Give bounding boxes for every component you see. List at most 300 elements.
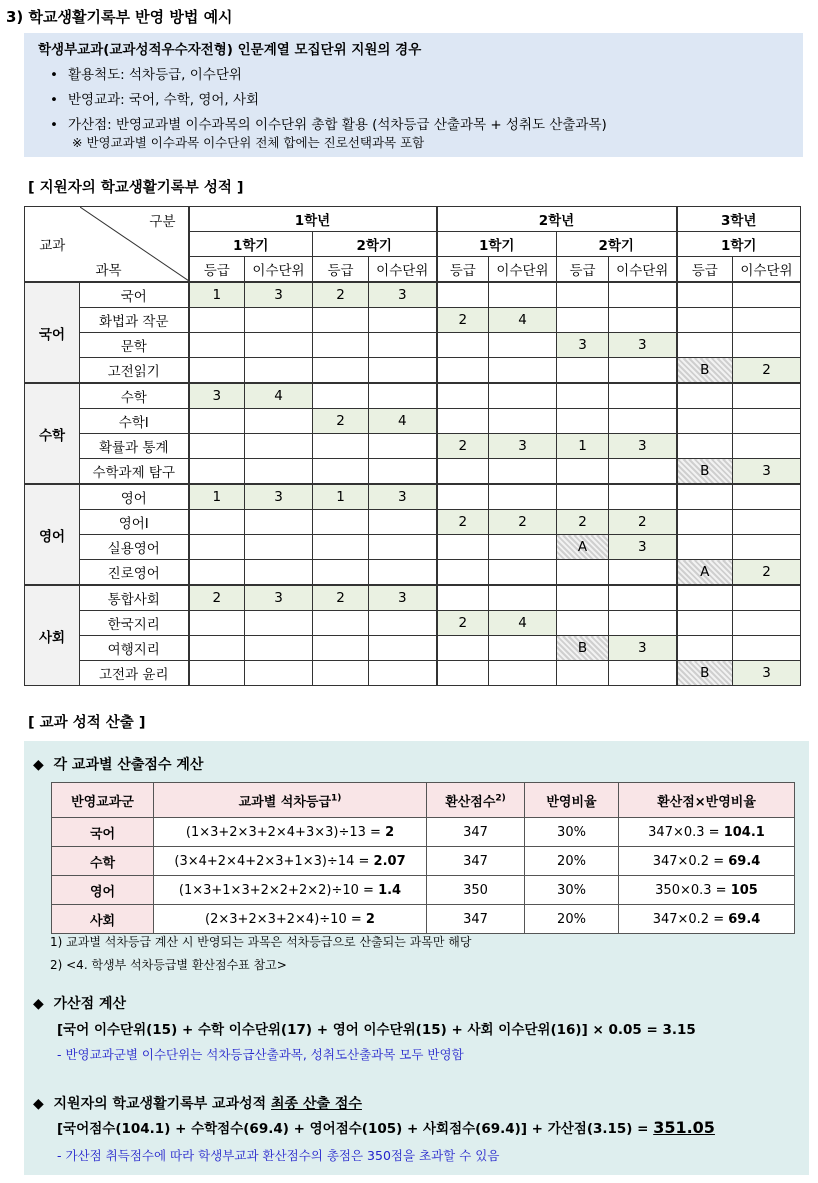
grade-cell — [677, 383, 733, 409]
calc-ratio: 30% — [525, 876, 619, 905]
intro-note: ※ 반영교과별 이수과목 이수단위 전체 합에는 진로선택과목 포함 — [72, 135, 425, 150]
grade-cell — [369, 560, 437, 586]
calc-product-cell — [619, 847, 795, 876]
footnote-marker: 2) — [495, 793, 506, 804]
final-score: 351.05 — [653, 1118, 715, 1137]
calc-product: 104.1 — [723, 824, 765, 840]
grade-cell — [369, 535, 437, 560]
calc-header-text: 환산점수 — [445, 794, 496, 810]
grade-cell: B — [677, 358, 733, 384]
calc-formula-cell — [154, 876, 427, 905]
step2-formula: [국어 이수단위(15) + 수학 이수단위(17) + 영어 이수단위(15) + 사회 이수단위(16)] × 0.05 = 3.15 — [57, 1022, 696, 1038]
year-header: 3학년 — [677, 207, 801, 232]
grade-cell — [609, 611, 677, 636]
table-row — [25, 535, 801, 560]
header-gwamok: 과목 — [95, 263, 122, 279]
grade-cell — [733, 535, 801, 560]
grade-cell — [557, 661, 609, 686]
bullet-icon: • — [50, 117, 58, 133]
subject-cell: 화법과 작문 — [80, 308, 189, 333]
subject-cell: 수학 — [80, 383, 189, 409]
grade-cell: 2 — [733, 560, 801, 586]
grade-cell — [437, 484, 489, 510]
subject-cell: 영어 — [80, 484, 189, 510]
grade-cell: 2 — [313, 585, 369, 611]
grade-cell — [609, 358, 677, 384]
semester-header: 2학기 — [557, 232, 677, 257]
grade-cell — [437, 282, 489, 308]
table-row — [25, 358, 801, 384]
grade-cell — [489, 585, 557, 611]
grade-cell — [733, 510, 801, 535]
grade-cell: 2 — [437, 510, 489, 535]
grade-cell — [557, 560, 609, 586]
step3-formula — [57, 1117, 715, 1137]
grade-cell: 3 — [557, 333, 609, 358]
grade-cell — [189, 333, 245, 358]
diamond-icon: ◆ — [33, 1096, 44, 1112]
bullet-text: 활용척도: 석차등급, 이수단위 — [68, 67, 242, 83]
bullet-text: 가산점: 반영교과별 이수과목의 이수단위 총합 활용 (석차등급 산출과목 + 성취도 산출과목) — [68, 117, 607, 133]
step2-note: - 반영교과군별 이수단위는 석차등급산출과목, 성취도산출과목 모두 반영함 — [57, 1047, 464, 1062]
table-row — [25, 333, 801, 358]
grade-cell — [189, 560, 245, 586]
calc-formula-cell — [154, 905, 427, 934]
grade-cell: 2 — [189, 585, 245, 611]
grade-cell — [189, 510, 245, 535]
grade-cell — [245, 611, 313, 636]
grade-cell — [557, 611, 609, 636]
grade-cell — [437, 661, 489, 686]
grade-cell — [733, 383, 801, 409]
grade-cell — [677, 409, 733, 434]
grade-cell — [313, 510, 369, 535]
grade-cell — [677, 510, 733, 535]
footnote-2: 2) <4. 학생부 석차등급별 환산점수표 참고> — [50, 958, 287, 972]
grade-cell — [557, 383, 609, 409]
grade-cell — [733, 308, 801, 333]
grade-cell: 3 — [489, 434, 557, 459]
calc-formula: (1×3+1×3+2×2+2×2)÷10 = — [178, 882, 374, 898]
step3-note: - 가산점 취득점수에 따라 학생부교과 환산점수의 총점은 350점을 초과할 수 있음 — [57, 1148, 500, 1163]
calc-average: 2 — [385, 824, 395, 840]
grade-cell: 2 — [557, 510, 609, 535]
calc-formula-cell — [154, 847, 427, 876]
grade-cell — [489, 535, 557, 560]
header-row — [25, 207, 801, 232]
grade-cell — [437, 383, 489, 409]
grade-cell — [437, 333, 489, 358]
grade-cell — [313, 383, 369, 409]
grade-cell — [609, 409, 677, 434]
grade-cell — [733, 636, 801, 661]
grade-cell — [189, 358, 245, 384]
grade-cell — [437, 560, 489, 586]
table-row — [25, 459, 801, 485]
col-unit-header: 이수단위 — [245, 257, 313, 283]
section-title: 3) 학교생활기록부 반영 방법 예시 — [6, 8, 233, 26]
grade-cell: 2 — [489, 510, 557, 535]
subject-cell: 국어 — [80, 282, 189, 308]
grade-cell: 2 — [609, 510, 677, 535]
table-row — [25, 585, 801, 611]
grade-cell — [313, 560, 369, 586]
grade-cell — [313, 459, 369, 485]
step2-title: 가산점 계산 — [53, 996, 127, 1012]
grade-cell — [677, 434, 733, 459]
grade-cell — [369, 333, 437, 358]
calc-header-text: 교과별 석차등급 — [238, 794, 332, 810]
semester-header: 1학기 — [677, 232, 801, 257]
calc-header-text: 환산점×반영비율 — [657, 794, 756, 810]
col-unit-header: 이수단위 — [733, 257, 801, 283]
grade-cell: 3 — [369, 585, 437, 611]
step1-title: 각 교과별 산출점수 계산 — [53, 757, 204, 773]
calc-header — [525, 783, 619, 818]
intro-bullet — [50, 88, 259, 108]
grade-cell — [677, 282, 733, 308]
grade-cell — [437, 535, 489, 560]
grade-cell — [189, 661, 245, 686]
calc-score: 347 — [427, 818, 525, 847]
step1-heading — [33, 754, 203, 774]
grade-cell — [245, 535, 313, 560]
calc-header-row — [52, 783, 795, 818]
subject-cell: 고전과 윤리 — [80, 661, 189, 686]
grade-cell: 1 — [189, 484, 245, 510]
grade-cell — [313, 611, 369, 636]
intro-heading: 학생부교과(교과성적우수자전형) 인문계열 모집단위 지원의 경우 — [38, 42, 422, 58]
calc-table — [51, 782, 795, 934]
grade-cell — [313, 661, 369, 686]
step2-heading — [33, 993, 126, 1013]
grade-cell — [245, 333, 313, 358]
grade-cell — [609, 484, 677, 510]
grade-cell — [489, 409, 557, 434]
grade-cell — [489, 661, 557, 686]
grade-cell — [733, 611, 801, 636]
grade-cell — [733, 333, 801, 358]
grade-cell — [677, 484, 733, 510]
table-row — [25, 282, 801, 308]
calc-formula: (2×3+2×3+2×4)÷10 = — [205, 911, 362, 927]
category-cell: 영어 — [25, 484, 80, 585]
calc-average: 2 — [365, 911, 375, 927]
calc-score: 350 — [427, 876, 525, 905]
calc-ratio: 20% — [525, 905, 619, 934]
grade-cell — [489, 636, 557, 661]
grade-cell — [733, 585, 801, 611]
grade-cell — [369, 611, 437, 636]
grade-cell: 1 — [189, 282, 245, 308]
grade-cell — [489, 282, 557, 308]
grade-cell: 4 — [245, 383, 313, 409]
grade-cell — [245, 510, 313, 535]
grade-cell — [369, 383, 437, 409]
grade-cell: 3 — [369, 484, 437, 510]
grade-cell — [677, 333, 733, 358]
table-row — [25, 636, 801, 661]
calc-formula-cell — [154, 818, 427, 847]
grade-cell — [369, 636, 437, 661]
grade-cell — [245, 636, 313, 661]
grade-cell — [369, 434, 437, 459]
grade-cell — [313, 434, 369, 459]
grade-cell: 1 — [313, 484, 369, 510]
grade-cell — [489, 484, 557, 510]
col-grade-header: 등급 — [557, 257, 609, 283]
grade-cell — [557, 484, 609, 510]
grade-cell: 3 — [245, 585, 313, 611]
calc-title: [ 교과 성적 산출 ] — [28, 715, 146, 731]
calc-header — [52, 783, 154, 818]
grade-cell — [733, 409, 801, 434]
calc-subject: 영어 — [52, 876, 154, 905]
header-gyogwa: 교과 — [25, 207, 80, 283]
grade-cell: 1 — [557, 434, 609, 459]
intro-bullet — [50, 113, 607, 133]
header-diagonal — [80, 207, 189, 283]
calc-product-expr: 350×0.3 = — [655, 882, 727, 898]
grade-cell — [189, 535, 245, 560]
subject-cell: 통합사회 — [80, 585, 189, 611]
grade-cell: B — [677, 661, 733, 686]
grade-cell — [489, 333, 557, 358]
grade-cell — [189, 409, 245, 434]
grade-cell — [313, 535, 369, 560]
grade-cell — [437, 585, 489, 611]
subject-cell: 수학과제 탐구 — [80, 459, 189, 485]
table-row — [25, 510, 801, 535]
grade-cell — [557, 308, 609, 333]
table-row — [25, 383, 801, 409]
grade-cell — [677, 585, 733, 611]
calc-average: 1.4 — [378, 882, 402, 898]
semester-header: 1학기 — [189, 232, 313, 257]
category-cell: 사회 — [25, 585, 80, 686]
calc-header-text: 반영비율 — [546, 794, 597, 810]
grade-cell — [437, 636, 489, 661]
grade-cell: 2 — [733, 358, 801, 384]
calc-header-text: 반영교과군 — [71, 794, 134, 810]
grade-cell — [189, 611, 245, 636]
grades-table — [24, 206, 801, 686]
grades-title: [ 지원자의 학교생활기록부 성적 ] — [28, 180, 244, 196]
grade-cell — [489, 459, 557, 485]
year-header: 2학년 — [437, 207, 677, 232]
category-cell: 국어 — [25, 282, 80, 383]
grade-cell — [313, 358, 369, 384]
table-row — [25, 409, 801, 434]
grade-cell: 3 — [609, 333, 677, 358]
subject-cell: 한국지리 — [80, 611, 189, 636]
table-row — [25, 434, 801, 459]
grade-cell: A — [677, 560, 733, 586]
calc-header — [154, 783, 427, 818]
grade-cell — [609, 383, 677, 409]
calc-row — [52, 876, 795, 905]
grade-cell: 3 — [245, 282, 313, 308]
subject-cell: 영어Ⅰ — [80, 510, 189, 535]
grade-cell — [245, 560, 313, 586]
grade-cell — [369, 358, 437, 384]
grade-cell — [557, 585, 609, 611]
step3-title: 지원자의 학교생활기록부 교과성적 — [53, 1096, 272, 1112]
grade-cell — [609, 661, 677, 686]
grade-cell — [557, 358, 609, 384]
grade-cell — [677, 636, 733, 661]
grade-cell — [609, 459, 677, 485]
calc-formula: (1×3+2×3+2×4+3×3)÷13 = — [185, 824, 381, 840]
grade-cell — [489, 383, 557, 409]
grade-cell: 4 — [489, 611, 557, 636]
grade-cell: 2 — [313, 282, 369, 308]
grade-cell — [245, 459, 313, 485]
table-row — [25, 611, 801, 636]
grade-cell: 2 — [437, 611, 489, 636]
diamond-icon: ◆ — [33, 996, 44, 1012]
calc-score: 347 — [427, 905, 525, 934]
subject-cell: 문학 — [80, 333, 189, 358]
calc-subject: 국어 — [52, 818, 154, 847]
grade-cell: 3 — [733, 661, 801, 686]
col-grade-header: 등급 — [677, 257, 733, 283]
grade-cell: B — [557, 636, 609, 661]
grade-cell — [369, 308, 437, 333]
grade-cell — [733, 282, 801, 308]
grade-cell — [677, 611, 733, 636]
grade-cell — [313, 636, 369, 661]
year-header: 1학년 — [189, 207, 437, 232]
calc-header — [619, 783, 795, 818]
grade-cell — [313, 333, 369, 358]
grade-cell — [489, 358, 557, 384]
calc-score: 347 — [427, 847, 525, 876]
calc-product-expr: 347×0.3 = — [648, 824, 720, 840]
calc-ratio: 20% — [525, 847, 619, 876]
grade-cell: 3 — [245, 484, 313, 510]
calc-row — [52, 847, 795, 876]
subject-cell: 실용영어 — [80, 535, 189, 560]
grade-cell: 2 — [313, 409, 369, 434]
intro-bullet — [50, 63, 242, 83]
calc-product: 69.4 — [728, 911, 761, 927]
grade-cell — [189, 636, 245, 661]
grade-cell — [437, 459, 489, 485]
step3-heading — [33, 1093, 362, 1113]
grade-cell — [189, 459, 245, 485]
table-row — [25, 484, 801, 510]
intro-box — [24, 33, 803, 157]
grade-cell — [369, 510, 437, 535]
step3-title-underlined: 최종 산출 점수 — [271, 1096, 362, 1112]
calc-subject: 사회 — [52, 905, 154, 934]
calc-product-expr: 347×0.2 = — [652, 911, 725, 927]
semester-header: 1학기 — [437, 232, 557, 257]
grade-cell — [189, 434, 245, 459]
grade-cell — [245, 358, 313, 384]
calc-ratio: 30% — [525, 818, 619, 847]
grade-cell — [245, 308, 313, 333]
table-row — [25, 661, 801, 686]
bullet-icon: • — [50, 92, 58, 108]
grade-cell: 3 — [369, 282, 437, 308]
subject-cell: 수학Ⅰ — [80, 409, 189, 434]
grade-cell: 4 — [369, 409, 437, 434]
grade-cell — [557, 459, 609, 485]
calc-average: 2.07 — [373, 853, 406, 869]
grade-cell — [677, 308, 733, 333]
col-unit-header: 이수단위 — [609, 257, 677, 283]
grade-cell — [437, 409, 489, 434]
grade-cell: 4 — [489, 308, 557, 333]
calc-subject: 수학 — [52, 847, 154, 876]
calc-formula: (3×4+2×4+2×3+1×3)÷14 = — [174, 853, 370, 869]
grade-cell — [609, 585, 677, 611]
calc-product-cell — [619, 876, 795, 905]
table-row — [25, 560, 801, 586]
subject-cell: 진로영어 — [80, 560, 189, 586]
grade-cell — [557, 409, 609, 434]
grade-cell — [369, 459, 437, 485]
grade-cell — [557, 282, 609, 308]
bullet-icon: • — [50, 67, 58, 83]
table-row — [25, 308, 801, 333]
calc-box — [24, 741, 809, 1175]
calc-product-cell — [619, 905, 795, 934]
grade-cell: 3 — [609, 434, 677, 459]
grade-cell — [489, 560, 557, 586]
header-gubun: 구분 — [149, 214, 176, 230]
calc-row — [52, 905, 795, 934]
step3-formula-text: [국어점수(104.1) + 수학점수(69.4) + 영어점수(105) + 사회점수(69.4)] + 가산점(3.15) = — [57, 1121, 649, 1137]
grade-cell — [245, 409, 313, 434]
calc-product-cell — [619, 818, 795, 847]
grade-cell: 3 — [189, 383, 245, 409]
grade-cell: 2 — [437, 308, 489, 333]
grade-cell — [189, 308, 245, 333]
subject-cell: 확률과 통계 — [80, 434, 189, 459]
grade-cell — [313, 308, 369, 333]
category-cell: 수학 — [25, 383, 80, 484]
subject-cell: 여행지리 — [80, 636, 189, 661]
grade-cell: A — [557, 535, 609, 560]
diamond-icon: ◆ — [33, 757, 44, 773]
col-grade-header: 등급 — [189, 257, 245, 283]
col-unit-header: 이수단위 — [489, 257, 557, 283]
semester-header: 2학기 — [313, 232, 437, 257]
grade-cell — [245, 434, 313, 459]
grade-cell — [245, 661, 313, 686]
grade-cell: B — [677, 459, 733, 485]
grade-cell: 2 — [437, 434, 489, 459]
grade-cell: 3 — [609, 535, 677, 560]
grade-cell — [677, 535, 733, 560]
footnote-1: 1) 교과별 석차등급 계산 시 반영되는 과목은 석차등급으로 산출되는 과목만 해당 — [50, 935, 472, 949]
grade-cell — [609, 560, 677, 586]
subject-cell: 고전읽기 — [80, 358, 189, 384]
grade-cell — [609, 308, 677, 333]
col-grade-header: 등급 — [313, 257, 369, 283]
calc-product: 69.4 — [728, 853, 761, 869]
col-unit-header: 이수단위 — [369, 257, 437, 283]
grade-cell — [609, 282, 677, 308]
footnote-marker: 1) — [331, 793, 342, 804]
grade-cell — [733, 434, 801, 459]
calc-header — [427, 783, 525, 818]
calc-row — [52, 818, 795, 847]
grade-cell: 3 — [733, 459, 801, 485]
